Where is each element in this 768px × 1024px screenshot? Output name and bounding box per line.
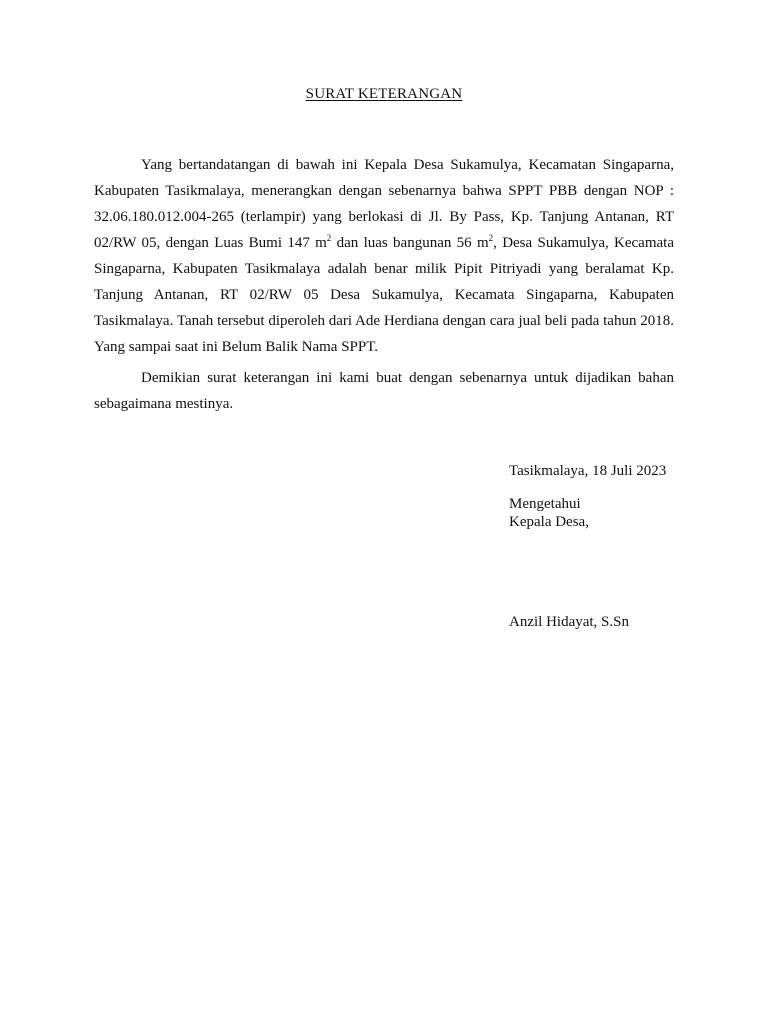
signer-name: Anzil Hidayat, S.Sn	[509, 614, 629, 630]
signer-position: Kepala Desa,	[509, 514, 589, 530]
area-unit-superscript-1: 2	[326, 233, 332, 243]
statement-text-part-3: , Desa Sukamulya, Kecamata Singaparna, Kabupaten Tasikmalaya adalah benar milik Pipit Pitriyadi yang beralamat Kp. Tanjung Antanan, RT 02/RW 05 Desa Sukamulya, Kecamata Singaparna, Kabupaten Tasikmalaya. Tanah tersebut diperoleh dari Ade Herdiana dengan cara jual beli pada tahun 2018. Yang sampai saat ini Belum Balik Nama SPPT.	[94, 235, 674, 355]
statement-text-part-2: dan luas bangunan 56 m	[331, 235, 489, 251]
closing-paragraph: Demikian surat keterangan ini kami buat dengan sebenarnya untuk dijadikan bahan sebagaimana mestinya.	[94, 370, 674, 412]
statement-text-part-1: Yang bertandatangan di bawah ini Kepala Desa Sukamulya, Kecamatan Singaparna, Kabupaten Tasikmalaya, menerangkan dengan sebenarnya bahwa SPPT PBB dengan NOP : 32.06.180.012.004-265 (terlampir) yang berlokasi di Jl. By Pass, Kp. Tanjung Antanan, RT 02/RW 05, dengan Luas Bumi 147 m	[94, 157, 674, 251]
statement-paragraph	[94, 152, 674, 360]
document-title: SURAT KETERANGAN	[305, 86, 463, 102]
acknowledged-label: Mengetahui	[509, 496, 581, 512]
place-date: Tasikmalaya, 18 Juli 2023	[509, 463, 667, 479]
area-unit-superscript-2: 2	[488, 233, 494, 243]
